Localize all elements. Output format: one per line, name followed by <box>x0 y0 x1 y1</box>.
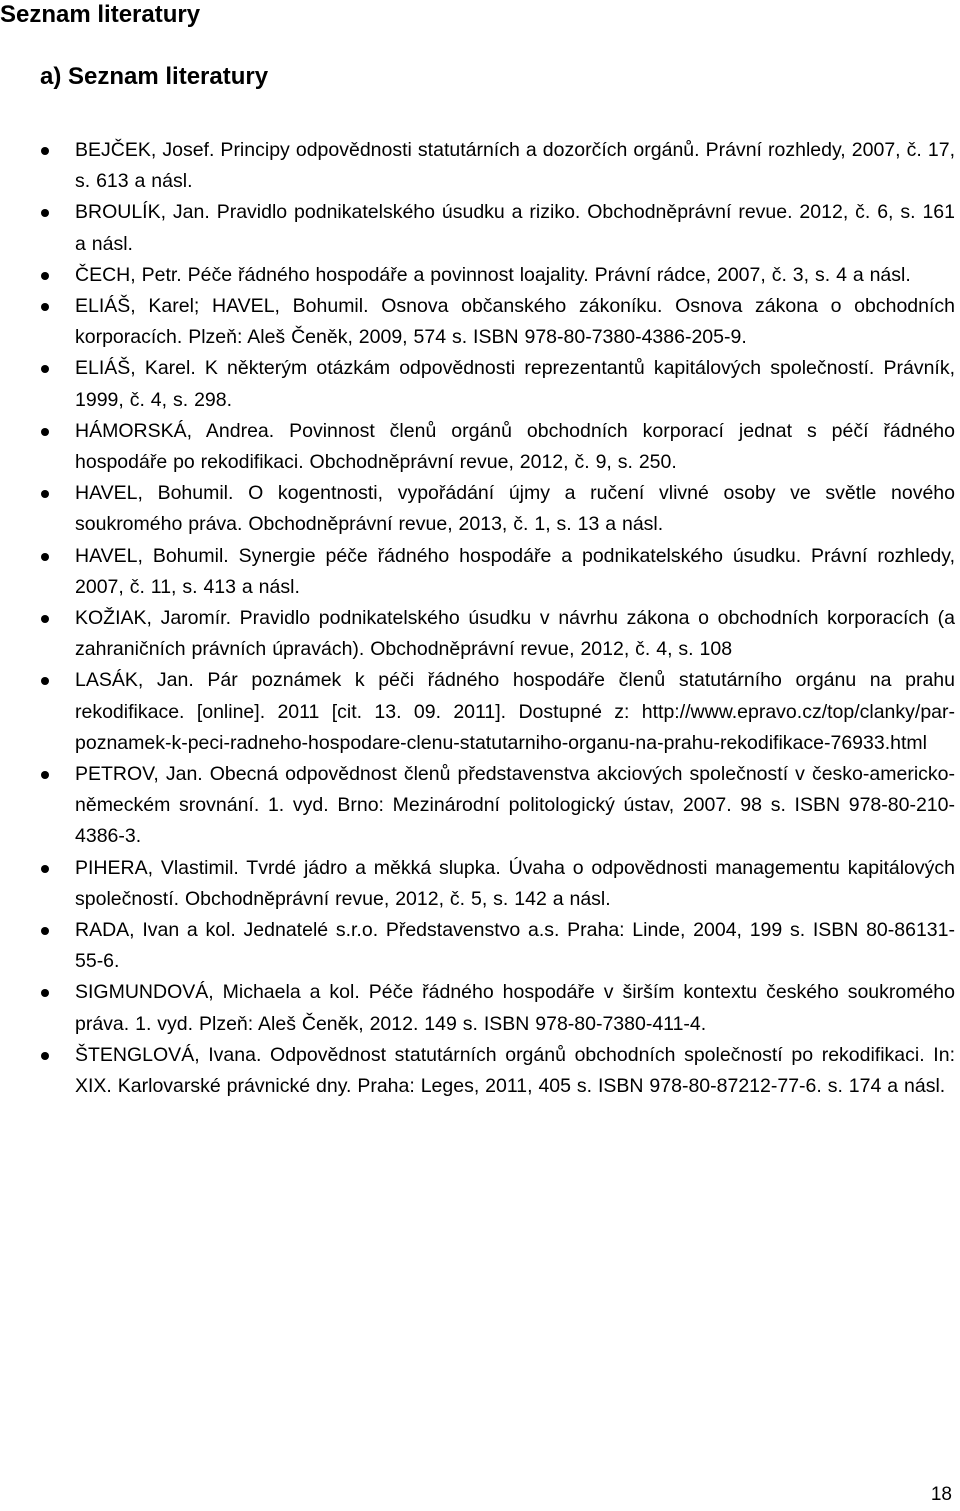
bullet-icon <box>41 865 49 873</box>
bullet-icon <box>41 428 49 436</box>
reference-text: ELIÁŠ, Karel. K některým otázkám odpovědnosti reprezentantů kapitálových společností. Právník, 1999, č. 4, s. 298. <box>75 357 955 411</box>
reference-text: ŠTENGLOVÁ, Ivana. Odpovědnost statutárních orgánů obchodních společností po rekodifikaci. In: XIX. Karlovarské právnické dny. Praha: Leges, 2011, 405 s. ISBN 978-80-87212-77-6. s. 174 a násl. <box>75 1043 955 1098</box>
bullet-icon <box>41 1052 49 1060</box>
reference-item <box>0 853 960 915</box>
reference-item <box>0 915 960 977</box>
reference-text: LASÁK, Jan. Pár poznámek k péči řádného hospodáře členů statutárního orgánu na prahu rekodifikace. [online]. 2011 [cit. 13. 09. 2011]. Dostupné z: http://www.epravo.cz/top/clanky/par-poznamek-k-peci-radneho-hospodare-clenu-statutarniho-organu-na-prahu-rekodifikace-76933.html <box>75 669 955 754</box>
page-number: 18 <box>930 1484 952 1505</box>
reference-text: BROULÍK, Jan. Pravidlo podnikatelského úsudku a riziko. Obchodněprávní revue. 2012, č. 6, s. 161 a násl. <box>75 201 955 255</box>
bullet-icon <box>41 272 49 280</box>
reference-text: HAVEL, Bohumil. Synergie péče řádného hospodáře a podnikatelského úsudku. Právní rozhledy, 2007, č. 11, s. 413 a násl. <box>75 544 955 598</box>
bullet-icon <box>41 303 49 311</box>
reference-item <box>0 260 960 291</box>
reference-item <box>0 478 960 540</box>
reference-item <box>0 665 960 759</box>
reference-item <box>0 603 960 665</box>
reference-item <box>0 541 960 603</box>
bullet-icon <box>41 927 49 935</box>
bullet-icon <box>41 615 49 623</box>
bullet-icon <box>41 553 49 561</box>
reference-text: BEJČEK, Josef. Principy odpovědnosti statutárních a dozorčích orgánů. Právní rozhledy, 2007, č. 17, s. 613 a násl. <box>75 139 955 193</box>
reference-item <box>0 416 960 478</box>
reference-item <box>0 759 960 853</box>
bullet-icon <box>41 490 49 498</box>
bullet-icon <box>41 771 49 779</box>
reference-text: SIGMUNDOVÁ, Michaela a kol. Péče řádného hospodáře v širším kontextu českého soukromého práva. 1. vyd. Plzeň: Aleš Čeněk, 2012. 149 s. ISBN 978-80-7380-411-4. <box>75 981 955 1035</box>
reference-text: RADA, Ivan a kol. Jednatelé s.r.o. Představenstvo a.s. Praha: Linde, 2004, 199 s. ISBN 80-86131-55-6. <box>75 919 955 973</box>
reference-text: HAVEL, Bohumil. O kogentnosti, vypořádání újmy a ručení vlivné osoby ve světle nového soukromého práva. Obchodněprávní revue, 2013, č. 1, s. 13 a násl. <box>75 482 955 536</box>
reference-text: PETROV, Jan. Obecná odpovědnost členů představenstva akciových společností v česko-americko-německém srovnání. 1. vyd. Brno: Mezinárodní politologický ústav, 2007. 98 s. ISBN 978-80-210-4386-3. <box>75 763 955 848</box>
reference-text: HÁMORSKÁ, Andrea. Povinnost členů orgánů obchodních korporací jednat s péčí řádného hospodáře po rekodifikaci. Obchodněprávní revue, 2012, č. 9, s. 250. <box>75 419 955 474</box>
reference-item <box>0 1040 960 1102</box>
reference-text: ČECH, Petr. Péče řádného hospodáře a povinnost loajality. Právní rádce, 2007, č. 3, s. 4 a násl. <box>75 263 911 286</box>
reference-item <box>0 197 960 259</box>
reference-item <box>0 977 960 1039</box>
bullet-icon <box>41 677 49 685</box>
reference-item <box>0 135 960 197</box>
reference-text: PIHERA, Vlastimil. Tvrdé jádro a měkká slupka. Úvaha o odpovědnosti managementu kapitálových společností. Obchodněprávní revue, 2012, č. 5, s. 142 a násl. <box>75 856 955 910</box>
section-heading: a) Seznam literatury <box>40 63 269 90</box>
reference-text: KOŽIAK, Jaromír. Pravidlo podnikatelského úsudku v návrhu zákona o obchodních korporacích (a zahraničních právních úpravách). Obchodněprávní revue, 2012, č. 4, s. 108 <box>75 607 955 661</box>
bullet-icon <box>41 989 49 997</box>
bullet-icon <box>41 209 49 217</box>
bullet-icon <box>41 365 49 373</box>
reference-list <box>0 135 960 1102</box>
reference-text: ELIÁŠ, Karel; HAVEL, Bohumil. Osnova občanského zákoníku. Osnova zákona o obchodních korporacích. Plzeň: Aleš Čeněk, 2009, 574 s. ISBN 978-80-7380-4386-205-9. <box>75 295 955 349</box>
reference-item <box>0 291 960 353</box>
reference-item <box>0 353 960 415</box>
bullet-icon <box>41 147 49 155</box>
page-title: Seznam literatury <box>0 1 201 28</box>
